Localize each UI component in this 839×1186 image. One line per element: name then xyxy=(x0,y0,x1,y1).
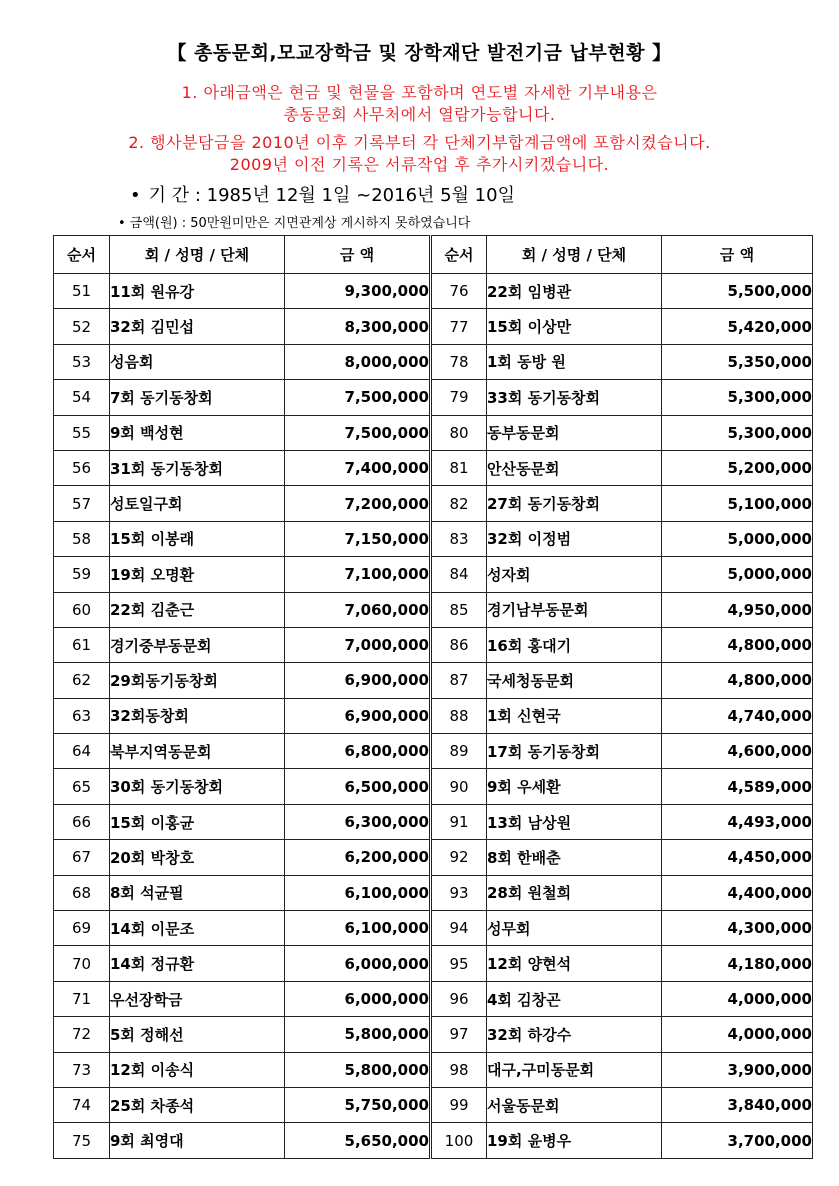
row-name-right: 국세청동문회 xyxy=(487,663,662,698)
row-amount-left: 7,150,000 xyxy=(285,521,431,556)
page-title: 【 총동문회,모교장학금 및 장학재단 발전기금 납부현황 】 xyxy=(167,42,672,64)
header-amount-right: 금 액 xyxy=(662,236,813,274)
row-name-right: 성자회 xyxy=(487,557,662,592)
row-number-left: 63 xyxy=(54,698,110,733)
row-number-right: 100 xyxy=(431,1123,487,1158)
row-name-left: 우선장학금 xyxy=(110,981,285,1016)
row-amount-right: 5,200,000 xyxy=(662,450,813,485)
row-amount-left: 8,300,000 xyxy=(285,309,431,344)
table-row xyxy=(54,769,813,804)
row-amount-right: 4,400,000 xyxy=(662,875,813,910)
row-amount-right: 3,700,000 xyxy=(662,1123,813,1158)
row-name-left: 15회 이봉래 xyxy=(110,521,285,556)
row-number-right: 93 xyxy=(431,875,487,910)
row-name-right: 19회 윤병우 xyxy=(487,1123,662,1158)
row-amount-left: 6,900,000 xyxy=(285,698,431,733)
row-amount-left: 6,800,000 xyxy=(285,734,431,769)
row-number-right: 87 xyxy=(431,663,487,698)
bullet-icon: • xyxy=(130,185,141,206)
row-number-right: 98 xyxy=(431,1052,487,1087)
note-line-4: 2009년 이전 기록은 서류작업 후 추가시키겠습니다. xyxy=(229,155,610,174)
table-row xyxy=(54,486,813,521)
row-name-right: 8회 한배춘 xyxy=(487,840,662,875)
row-amount-right: 5,300,000 xyxy=(662,380,813,415)
row-amount-right: 4,493,000 xyxy=(662,804,813,839)
row-number-right: 97 xyxy=(431,1017,487,1052)
row-number-right: 78 xyxy=(431,344,487,379)
row-number-right: 96 xyxy=(431,981,487,1016)
amount-note: • 금액(원) : 50만원미만은 지면관계상 게시하지 못하였습니다 xyxy=(118,216,471,231)
row-name-left: 11회 원유강 xyxy=(110,274,285,309)
row-amount-left: 6,000,000 xyxy=(285,946,431,981)
row-amount-right: 4,589,000 xyxy=(662,769,813,804)
row-number-left: 66 xyxy=(54,804,110,839)
row-amount-left: 6,100,000 xyxy=(285,911,431,946)
row-name-left: 20회 박창호 xyxy=(110,840,285,875)
row-name-left: 19회 오명환 xyxy=(110,557,285,592)
row-name-right: 1회 동방 원 xyxy=(487,344,662,379)
row-name-right: 27회 동기동창회 xyxy=(487,486,662,521)
row-name-right: 대구,구미동문회 xyxy=(487,1052,662,1087)
row-amount-right: 5,100,000 xyxy=(662,486,813,521)
row-number-right: 81 xyxy=(431,450,487,485)
table-row xyxy=(54,698,813,733)
row-name-left: 12회 이송식 xyxy=(110,1052,285,1087)
row-amount-left: 5,750,000 xyxy=(285,1087,431,1122)
row-amount-left: 6,500,000 xyxy=(285,769,431,804)
row-amount-left: 7,000,000 xyxy=(285,627,431,662)
row-name-left: 15회 이홍균 xyxy=(110,804,285,839)
row-amount-right: 4,000,000 xyxy=(662,1017,813,1052)
row-amount-left: 7,500,000 xyxy=(285,380,431,415)
row-name-right: 22회 임병관 xyxy=(487,274,662,309)
row-name-left: 14회 이문조 xyxy=(110,911,285,946)
row-number-left: 65 xyxy=(54,769,110,804)
row-number-left: 72 xyxy=(54,1017,110,1052)
row-name-right: 4회 김창곤 xyxy=(487,981,662,1016)
table-row xyxy=(54,450,813,485)
row-number-left: 68 xyxy=(54,875,110,910)
table-row xyxy=(54,274,813,309)
row-number-right: 94 xyxy=(431,911,487,946)
row-number-left: 70 xyxy=(54,946,110,981)
table-row xyxy=(54,557,813,592)
note-line-2: 총동문회 사무처에서 열람가능합니다. xyxy=(283,105,556,124)
row-name-right: 32회 이정범 xyxy=(487,521,662,556)
row-amount-left: 5,800,000 xyxy=(285,1017,431,1052)
row-name-left: 31회 동기동창회 xyxy=(110,450,285,485)
row-number-right: 76 xyxy=(431,274,487,309)
row-name-right: 33회 동기동창회 xyxy=(487,380,662,415)
row-amount-right: 5,500,000 xyxy=(662,274,813,309)
row-amount-left: 7,100,000 xyxy=(285,557,431,592)
header-name-left: 회 / 성명 / 단체 xyxy=(110,236,285,274)
row-number-left: 57 xyxy=(54,486,110,521)
table-row xyxy=(54,804,813,839)
row-number-left: 53 xyxy=(54,344,110,379)
row-name-left: 29회동기동창회 xyxy=(110,663,285,698)
row-amount-right: 5,000,000 xyxy=(662,557,813,592)
row-number-left: 74 xyxy=(54,1087,110,1122)
row-amount-right: 4,950,000 xyxy=(662,592,813,627)
row-number-left: 75 xyxy=(54,1123,110,1158)
row-number-left: 58 xyxy=(54,521,110,556)
row-name-right: 경기남부동문회 xyxy=(487,592,662,627)
row-number-right: 88 xyxy=(431,698,487,733)
table-row xyxy=(54,981,813,1016)
row-name-right: 17회 동기동창회 xyxy=(487,734,662,769)
row-number-left: 59 xyxy=(54,557,110,592)
row-name-right: 13회 남상원 xyxy=(487,804,662,839)
header-no-right: 순서 xyxy=(431,236,487,274)
donation-table xyxy=(53,235,813,1159)
row-name-left: 8회 석균필 xyxy=(110,875,285,910)
row-number-right: 79 xyxy=(431,380,487,415)
row-name-left: 9회 백성현 xyxy=(110,415,285,450)
row-number-right: 91 xyxy=(431,804,487,839)
header-no-left: 순서 xyxy=(54,236,110,274)
row-number-right: 80 xyxy=(431,415,487,450)
table-row xyxy=(54,946,813,981)
row-number-left: 61 xyxy=(54,627,110,662)
row-name-left: 14회 정규환 xyxy=(110,946,285,981)
row-name-left: 25회 차종석 xyxy=(110,1087,285,1122)
row-amount-left: 7,400,000 xyxy=(285,450,431,485)
row-number-left: 73 xyxy=(54,1052,110,1087)
row-amount-left: 5,800,000 xyxy=(285,1052,431,1087)
row-name-right: 12회 양현석 xyxy=(487,946,662,981)
row-amount-right: 5,000,000 xyxy=(662,521,813,556)
row-name-left: 7회 동기동창회 xyxy=(110,380,285,415)
row-name-left: 32회 김민섭 xyxy=(110,309,285,344)
row-number-right: 95 xyxy=(431,946,487,981)
row-amount-right: 5,420,000 xyxy=(662,309,813,344)
row-number-left: 52 xyxy=(54,309,110,344)
row-amount-right: 4,450,000 xyxy=(662,840,813,875)
row-number-left: 62 xyxy=(54,663,110,698)
row-name-right: 9회 우세환 xyxy=(487,769,662,804)
row-name-right: 성무회 xyxy=(487,911,662,946)
row-name-right: 28회 원철희 xyxy=(487,875,662,910)
row-name-right: 16회 홍대기 xyxy=(487,627,662,662)
row-amount-left: 6,000,000 xyxy=(285,981,431,1016)
table-row xyxy=(54,840,813,875)
table-row xyxy=(54,911,813,946)
row-amount-right: 4,740,000 xyxy=(662,698,813,733)
note-line-1: 1. 아래금액은 현금 및 현물을 포함하며 연도별 자세한 기부내용은 xyxy=(181,83,658,102)
row-amount-left: 9,300,000 xyxy=(285,274,431,309)
row-number-left: 55 xyxy=(54,415,110,450)
row-amount-right: 4,000,000 xyxy=(662,981,813,1016)
row-amount-right: 4,800,000 xyxy=(662,663,813,698)
row-amount-left: 6,200,000 xyxy=(285,840,431,875)
table-row xyxy=(54,344,813,379)
table-row xyxy=(54,1017,813,1052)
row-number-right: 84 xyxy=(431,557,487,592)
table-row xyxy=(54,1123,813,1158)
table-row xyxy=(54,663,813,698)
row-amount-right: 3,840,000 xyxy=(662,1087,813,1122)
row-name-left: 북부지역동문회 xyxy=(110,734,285,769)
period-line xyxy=(130,181,515,207)
row-name-left: 5회 정해선 xyxy=(110,1017,285,1052)
row-amount-left: 8,000,000 xyxy=(285,344,431,379)
row-name-right: 서울동문회 xyxy=(487,1087,662,1122)
table-row xyxy=(54,521,813,556)
row-name-right: 동부동문회 xyxy=(487,415,662,450)
table-row xyxy=(54,1052,813,1087)
row-number-left: 71 xyxy=(54,981,110,1016)
row-number-left: 56 xyxy=(54,450,110,485)
period-text: 기 간 : 1985년 12월 1일 ~2016년 5월 10일 xyxy=(148,185,515,206)
table-row xyxy=(54,415,813,450)
row-name-left: 30회 동기동창회 xyxy=(110,769,285,804)
row-amount-right: 5,350,000 xyxy=(662,344,813,379)
table-row xyxy=(54,734,813,769)
table-row xyxy=(54,309,813,344)
row-amount-right: 4,300,000 xyxy=(662,911,813,946)
row-number-right: 85 xyxy=(431,592,487,627)
row-number-right: 82 xyxy=(431,486,487,521)
row-number-right: 77 xyxy=(431,309,487,344)
row-amount-right: 4,800,000 xyxy=(662,627,813,662)
note-line-3: 2. 행사분담금을 2010년 이후 기록부터 각 단체기부합계금액에 포함시켰습니다. xyxy=(128,133,711,152)
row-name-left: 성토일구회 xyxy=(110,486,285,521)
row-number-left: 51 xyxy=(54,274,110,309)
row-amount-right: 3,900,000 xyxy=(662,1052,813,1087)
row-number-left: 67 xyxy=(54,840,110,875)
table-row xyxy=(54,380,813,415)
table-row xyxy=(54,592,813,627)
row-amount-right: 4,600,000 xyxy=(662,734,813,769)
row-amount-left: 7,500,000 xyxy=(285,415,431,450)
row-number-right: 92 xyxy=(431,840,487,875)
row-number-left: 69 xyxy=(54,911,110,946)
table-row xyxy=(54,627,813,662)
row-number-right: 89 xyxy=(431,734,487,769)
row-number-right: 83 xyxy=(431,521,487,556)
table-header-row xyxy=(54,236,813,274)
row-amount-left: 6,300,000 xyxy=(285,804,431,839)
row-name-left: 성음회 xyxy=(110,344,285,379)
row-amount-left: 7,200,000 xyxy=(285,486,431,521)
row-name-left: 경기중부동문회 xyxy=(110,627,285,662)
table-row xyxy=(54,1087,813,1122)
row-amount-left: 6,900,000 xyxy=(285,663,431,698)
table-row xyxy=(54,875,813,910)
row-amount-left: 5,650,000 xyxy=(285,1123,431,1158)
row-name-right: 안산동문회 xyxy=(487,450,662,485)
row-name-right: 32회 하강수 xyxy=(487,1017,662,1052)
row-name-left: 32회동창회 xyxy=(110,698,285,733)
row-amount-right: 4,180,000 xyxy=(662,946,813,981)
header-name-right: 회 / 성명 / 단체 xyxy=(487,236,662,274)
row-name-right: 1회 신현국 xyxy=(487,698,662,733)
row-name-left: 9회 최영대 xyxy=(110,1123,285,1158)
row-number-right: 99 xyxy=(431,1087,487,1122)
row-amount-left: 6,100,000 xyxy=(285,875,431,910)
row-number-right: 90 xyxy=(431,769,487,804)
row-number-right: 86 xyxy=(431,627,487,662)
row-number-left: 60 xyxy=(54,592,110,627)
row-amount-right: 5,300,000 xyxy=(662,415,813,450)
row-number-left: 54 xyxy=(54,380,110,415)
row-number-left: 64 xyxy=(54,734,110,769)
header-amount-left: 금 액 xyxy=(285,236,431,274)
row-name-right: 15회 이상만 xyxy=(487,309,662,344)
row-name-left: 22회 김춘근 xyxy=(110,592,285,627)
row-amount-left: 7,060,000 xyxy=(285,592,431,627)
